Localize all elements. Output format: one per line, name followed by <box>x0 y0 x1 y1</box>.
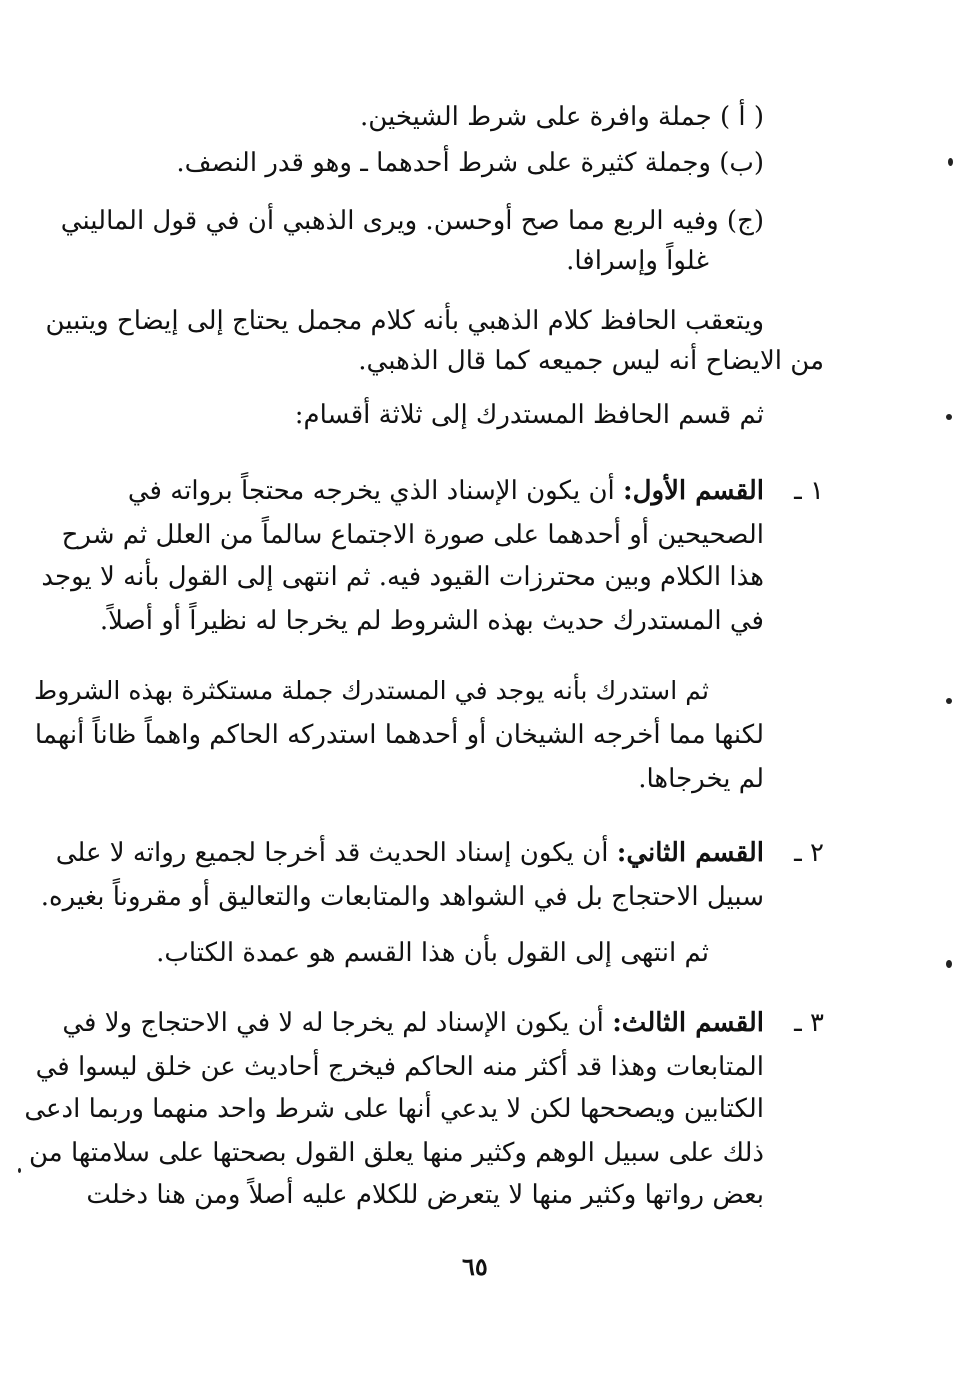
section1-line2: الصحيحين أو أحدهما على صورة الاجتماع سالماً من العلل ثم شرح <box>61 520 764 550</box>
section3-line1 <box>62 1008 764 1038</box>
section3-line1-rest: أن يكون الإسناد لم يخرجا له لا في الاحتجاج ولا في <box>62 1008 604 1038</box>
section2-line1-rest: أن يكون إسناد الحديث قد أخرجا لجميع رواته لا على <box>55 838 609 868</box>
section1-line3: هذا الكلام وبين محترزات القيود فيه. ثم انتهى إلى القول بأنه لا يوجد <box>41 562 764 592</box>
section3-line5: بعض رواتها وكثير منها لا يتعرض للكلام عليه أصلاً ومن هنا دخلت <box>86 1180 764 1210</box>
item-a: ( أ ) جملة وافرة على شرط الشيخين. <box>359 102 764 132</box>
section2-number: ٢ ـ <box>794 838 824 868</box>
para3-line3: لم يخرجاها. <box>638 764 764 794</box>
para1-line1: ويتعقب الحافظ كلام الذهبي بأنه كلام مجمل يحتاج إلى إيضاح ويتبين <box>45 306 764 336</box>
section3-line3: الكتابين ويصححها لكن لا يدعي أنها على شرط واحد منهما وربما ادعى <box>24 1094 764 1124</box>
item-c-line2: غلواً وإسرافا. <box>566 246 709 276</box>
item-c-line1: (ج) وفيه الربع مما صح أوحسن. ويرى الذهبي أن في قول الماليني <box>60 206 764 236</box>
para1-line2: من الايضاح أنه ليس جميعه كما قال الذهبي. <box>358 346 824 376</box>
scan-speck <box>18 1168 21 1173</box>
section3-number: ٣ ـ <box>794 1008 824 1038</box>
page-number: ٦٥ <box>462 1252 488 1281</box>
section2-line3: ثم انتهى إلى القول بأن هذا القسم هو عمدة الكتاب. <box>156 938 709 968</box>
section1-line1-rest: أن يكون الإسناد الذي يخرجه محتجاً برواته في <box>127 476 615 506</box>
section2-line1 <box>56 838 764 868</box>
para3-line2: لكنها مما أخرجه الشيخان أو أحدهما استدركه الحاكم واهماً ظاناً أنهما <box>34 720 764 750</box>
para3-line1: ثم استدرك بأنه يوجد في المستدرك جملة مستكثرة بهذه الشروط <box>33 676 709 705</box>
section3-line4: ذلك على سبيل الوهم وكثير منها يعلق القول بصحتها على سلامتها من <box>28 1138 764 1168</box>
scan-speck <box>948 158 953 166</box>
section1-number: ١ ـ <box>794 476 824 506</box>
item-b: (ب) وجملة كثيرة على شرط أحدهما ـ وهو قدر النصف. <box>176 148 764 178</box>
scan-speck <box>946 698 952 704</box>
section2-heading: القسم الثاني: <box>616 838 764 868</box>
section3-heading: القسم الثالث: <box>612 1008 764 1038</box>
section3-line2: المتابعات وهذا قد أكثر منه الحاكم فيخرج أحاديث عن خلق ليسوا في <box>35 1052 764 1082</box>
section1-line4: في المستدرك حديث بهذه الشروط لم يخرجا له نظيراً أو أصلاً. <box>99 606 764 636</box>
scan-speck <box>946 960 952 968</box>
section1-heading: القسم الأول: <box>623 476 764 506</box>
section1-line1 <box>128 476 764 506</box>
section2-line2: سبيل الاحتجاج بل في الشواهد والمتابعات والتعاليق أو مقروناً بغيره. <box>40 882 764 912</box>
para2-line1: ثم قسم الحافظ المستدرك إلى ثلاثة أقسام: <box>294 400 764 430</box>
scan-speck <box>946 414 952 420</box>
